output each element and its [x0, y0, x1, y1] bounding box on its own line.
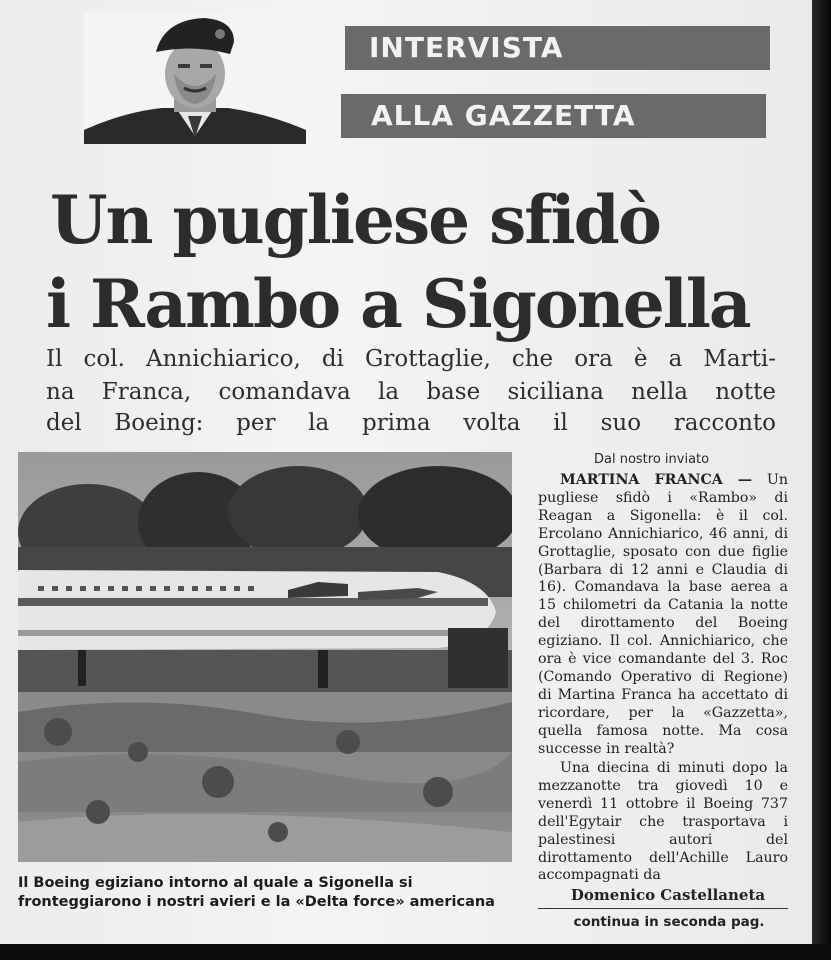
kicker-banner-gazzetta: ALLA GAZZETTA	[341, 94, 766, 138]
byline-divider	[538, 908, 788, 909]
article-byline: Domenico Castellaneta	[570, 886, 766, 904]
officer-portrait-photo	[84, 12, 306, 144]
continued-on-page-note: continua in seconda pag.	[573, 914, 765, 930]
subheadline-line-2: na Franca, comandava la base siciliana nella notte	[46, 379, 776, 405]
subheadline-line-1: Il col. Annichiarico, di Grottaglie, che ora è a Marti-	[46, 346, 776, 372]
correspondent-note: Dal nostro inviato	[594, 452, 710, 467]
headline-line-2: i Rambo a Sigonella	[46, 265, 750, 343]
article-paragraph-1-text: Un pugliese sfidò i «Rambo» di Reagan a Sigonella: è il col. Ercolano Annichiarico, 46 anni, di Grottaglie, sposato con due figlie (Barbara di 12 anni e Claudia di 16). Comandava la base aerea a 15 chilometri da Catania la notte del dirottamento del Boeing egiziano. Il col. Annichiarico, che ora è vice comandante del 3. Roc (Comando Operativo di Regione) di Martina Franca ha accettato di ricordare, per la «Gazzetta», quella famosa notte. Ma cosa successe in realtà?	[538, 472, 788, 757]
headline-line-1: Un pugliese sfidò	[50, 181, 660, 259]
article-paragraph-2	[538, 760, 788, 885]
subheadline-line-3: del Boeing: per la prima volta il suo racconto	[46, 410, 776, 436]
article-dateline: MARTINA FRANCA —	[560, 472, 753, 488]
clipping-edge-shadow	[812, 0, 831, 960]
kicker-banner-interview: INTERVISTA	[345, 26, 770, 70]
clipping-bottom-edge	[0, 944, 831, 960]
photo-caption: Il Boeing egiziano intorno al quale a Sigonella si fronteggiarono i nostri avieri e la «Delta force» americana	[18, 875, 495, 910]
article-paragraph-2-text: Una diecina di minuti dopo la mezzanotte tra giovedì 10 e venerdì 11 ottobre il Boeing 737 dell'Egytair che trasportava i palestinesi autori del dirottamento dell'Achille Lauro accompagnati da	[538, 760, 788, 884]
boeing-photo	[18, 452, 512, 862]
article-paragraph-1	[538, 472, 788, 759]
